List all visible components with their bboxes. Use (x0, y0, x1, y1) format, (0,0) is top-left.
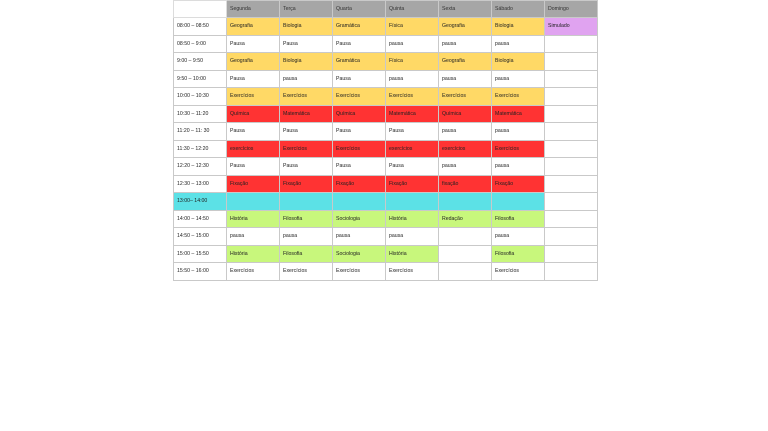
schedule-cell[interactable]: Gramática (333, 18, 386, 36)
schedule-cell[interactable]: pausa (227, 228, 280, 246)
table-row (174, 193, 598, 211)
schedule-cell[interactable]: Física (386, 53, 439, 71)
schedule-cell[interactable] (439, 228, 492, 246)
schedule-cell[interactable]: exercícios (386, 140, 439, 158)
header-row (174, 1, 598, 18)
schedule-cell[interactable]: pausa (492, 158, 545, 176)
schedule-cell[interactable]: Filosofia (492, 245, 545, 263)
schedule-cell[interactable]: Matemática (386, 105, 439, 123)
schedule-cell[interactable] (545, 228, 598, 246)
schedule-cell[interactable]: Matemática (492, 105, 545, 123)
schedule-cell[interactable]: Geografia (227, 53, 280, 71)
time-slot-cell[interactable]: 11:20 – 11: 30 (174, 123, 227, 141)
schedule-cell[interactable]: pausa (492, 123, 545, 141)
schedule-cell[interactable]: Pausa (227, 123, 280, 141)
schedule-cell[interactable]: pausa (439, 35, 492, 53)
time-slot-cell[interactable]: 13:00– 14:00 (174, 193, 227, 211)
day-header-sabado[interactable]: Sábado (492, 1, 545, 18)
schedule-cell[interactable]: Química (439, 105, 492, 123)
schedule-cell[interactable]: História (227, 245, 280, 263)
schedule-cell[interactable]: Exercícios (386, 88, 439, 106)
schedule-cell[interactable] (492, 193, 545, 211)
schedule-cell[interactable]: pausa (439, 70, 492, 88)
schedule-cell[interactable]: pausa (280, 228, 333, 246)
schedule-cell[interactable] (439, 193, 492, 211)
schedule-cell[interactable]: Exercícios (492, 88, 545, 106)
schedule-cell[interactable]: Física (386, 18, 439, 36)
schedule-cell[interactable]: Sociologia (333, 245, 386, 263)
schedule-cell[interactable]: Pausa (386, 123, 439, 141)
schedule-cell[interactable]: Sociologia (333, 210, 386, 228)
table-row (174, 35, 598, 53)
schedule-cell[interactable]: exercícios (439, 140, 492, 158)
schedule-cell[interactable] (439, 263, 492, 281)
schedule-body (174, 18, 598, 281)
schedule-cell[interactable]: Pausa (333, 123, 386, 141)
schedule-cell[interactable]: Pausa (280, 158, 333, 176)
schedule-cell[interactable]: pausa (492, 228, 545, 246)
time-slot-cell[interactable]: 15:00 – 15:50 (174, 245, 227, 263)
schedule-cell[interactable]: Exercícios (280, 88, 333, 106)
schedule-cell[interactable]: Pausa (227, 35, 280, 53)
schedule-cell[interactable] (545, 53, 598, 71)
day-header-sexta[interactable]: Sexta (439, 1, 492, 18)
time-slot-cell[interactable]: 9:50 – 10:00 (174, 70, 227, 88)
schedule-cell[interactable]: História (386, 245, 439, 263)
schedule-cell[interactable]: Pausa (280, 35, 333, 53)
schedule-cell[interactable]: Pausa (333, 158, 386, 176)
schedule-cell[interactable]: Exercícios (439, 88, 492, 106)
table-row (174, 18, 598, 36)
schedule-cell[interactable]: Fixação (280, 175, 333, 193)
time-slot-cell[interactable]: 10:30 – 11:20 (174, 105, 227, 123)
time-slot-cell[interactable]: 08:50 – 9:00 (174, 35, 227, 53)
schedule-cell[interactable] (545, 193, 598, 211)
schedule-cell[interactable]: pausa (439, 158, 492, 176)
schedule-cell[interactable]: Exercícios (492, 263, 545, 281)
table-row (174, 210, 598, 228)
schedule-cell[interactable]: Biologia (492, 53, 545, 71)
time-slot-cell[interactable]: 14:00 – 14:50 (174, 210, 227, 228)
schedule-cell[interactable] (545, 35, 598, 53)
schedule-cell[interactable] (545, 175, 598, 193)
time-slot-cell[interactable]: 12:20 – 12:30 (174, 158, 227, 176)
table-row (174, 53, 598, 71)
schedule-cell[interactable] (545, 123, 598, 141)
schedule-cell[interactable]: Exercícios (227, 88, 280, 106)
schedule-cell[interactable]: Exercícios (386, 263, 439, 281)
corner-cell[interactable] (174, 1, 227, 18)
schedule-cell[interactable]: Pausa (386, 158, 439, 176)
time-slot-cell[interactable]: 10:00 – 10:30 (174, 88, 227, 106)
schedule-cell[interactable]: Pausa (227, 70, 280, 88)
schedule-cell[interactable] (333, 193, 386, 211)
time-slot-cell[interactable]: 11:30 – 12:20 (174, 140, 227, 158)
schedule-cell[interactable] (439, 245, 492, 263)
schedule-cell[interactable]: pausa (386, 70, 439, 88)
schedule-cell[interactable]: Fixação (492, 175, 545, 193)
schedule-cell[interactable]: pausa (333, 228, 386, 246)
schedule-cell[interactable] (545, 263, 598, 281)
schedule-cell[interactable]: Geografia (439, 53, 492, 71)
schedule-cell[interactable]: Exercícios (280, 140, 333, 158)
schedule-cell[interactable]: Pausa (333, 70, 386, 88)
schedule-cell[interactable] (545, 245, 598, 263)
day-header-segunda[interactable]: Segunda (227, 1, 280, 18)
schedule-cell[interactable]: Exercícios (333, 88, 386, 106)
schedule-cell[interactable]: pausa (280, 70, 333, 88)
schedule-cell[interactable]: Biologia (280, 53, 333, 71)
schedule-cell[interactable]: Exercícios (280, 263, 333, 281)
schedule-cell[interactable]: pausa (492, 70, 545, 88)
schedule-cell[interactable]: pausa (492, 35, 545, 53)
time-slot-cell[interactable]: 14:50 – 15:00 (174, 228, 227, 246)
schedule-cell[interactable]: exercícios (227, 140, 280, 158)
time-slot-cell[interactable]: 12:30 – 13:00 (174, 175, 227, 193)
schedule-cell[interactable]: Pausa (333, 35, 386, 53)
schedule-cell[interactable]: Química (227, 105, 280, 123)
schedule-cell[interactable]: História (386, 210, 439, 228)
schedule-cell[interactable] (545, 88, 598, 106)
schedule-cell[interactable]: História (227, 210, 280, 228)
schedule-cell[interactable]: Exercícios (492, 140, 545, 158)
table-row (174, 105, 598, 123)
schedule-cell[interactable]: Redação (439, 210, 492, 228)
schedule-cell[interactable]: Geografia (227, 18, 280, 36)
table-row (174, 70, 598, 88)
schedule-cell[interactable]: Exercícios (333, 140, 386, 158)
schedule-cell[interactable]: Matemática (280, 105, 333, 123)
schedule-cell[interactable]: Filosofia (280, 210, 333, 228)
day-header-domingo[interactable]: Domingo (545, 1, 598, 18)
schedule-cell[interactable]: Fixação (333, 175, 386, 193)
schedule-cell[interactable] (545, 140, 598, 158)
schedule-cell[interactable]: Fixação (227, 175, 280, 193)
day-header-quinta[interactable]: Quinta (386, 1, 439, 18)
schedule-cell[interactable] (227, 193, 280, 211)
time-slot-cell[interactable]: 08:00 – 08:50 (174, 18, 227, 36)
schedule-cell[interactable]: Pausa (227, 158, 280, 176)
schedule-cell[interactable] (280, 193, 333, 211)
schedule-cell[interactable]: pausa (386, 35, 439, 53)
schedule-cell[interactable] (545, 70, 598, 88)
schedule-cell[interactable]: Fixação (386, 175, 439, 193)
weekly-schedule-table (173, 0, 598, 281)
schedule-cell[interactable]: Pausa (280, 123, 333, 141)
schedule-cell[interactable]: Biologia (492, 18, 545, 36)
table-row (174, 228, 598, 246)
schedule-cell[interactable]: fixação (439, 175, 492, 193)
table-row (174, 245, 598, 263)
table-row (174, 263, 598, 281)
schedule-cell[interactable] (545, 158, 598, 176)
table-row (174, 88, 598, 106)
table-row (174, 140, 598, 158)
schedule-cell[interactable] (545, 105, 598, 123)
schedule-cell[interactable]: pausa (439, 123, 492, 141)
day-header-terca[interactable]: Terça (280, 1, 333, 18)
schedule-cell[interactable]: Simulado (545, 18, 598, 36)
schedule-cell[interactable]: Filosofia (492, 210, 545, 228)
schedule-cell[interactable]: pausa (386, 228, 439, 246)
schedule-cell[interactable]: Exercícios (333, 263, 386, 281)
schedule-cell[interactable]: Geografia (439, 18, 492, 36)
schedule-cell[interactable]: Biologia (280, 18, 333, 36)
day-header-quarta[interactable]: Quarta (333, 1, 386, 18)
schedule-cell[interactable] (386, 193, 439, 211)
table-row (174, 158, 598, 176)
schedule-cell[interactable]: Gramática (333, 53, 386, 71)
table-row (174, 123, 598, 141)
schedule-cell[interactable]: Exercícios (227, 263, 280, 281)
table-row (174, 175, 598, 193)
schedule-cell[interactable] (545, 210, 598, 228)
schedule-cell[interactable]: Química (333, 105, 386, 123)
time-slot-cell[interactable]: 9:00 – 9:50 (174, 53, 227, 71)
time-slot-cell[interactable]: 15:50 – 16:00 (174, 263, 227, 281)
schedule-cell[interactable]: Filosofia (280, 245, 333, 263)
